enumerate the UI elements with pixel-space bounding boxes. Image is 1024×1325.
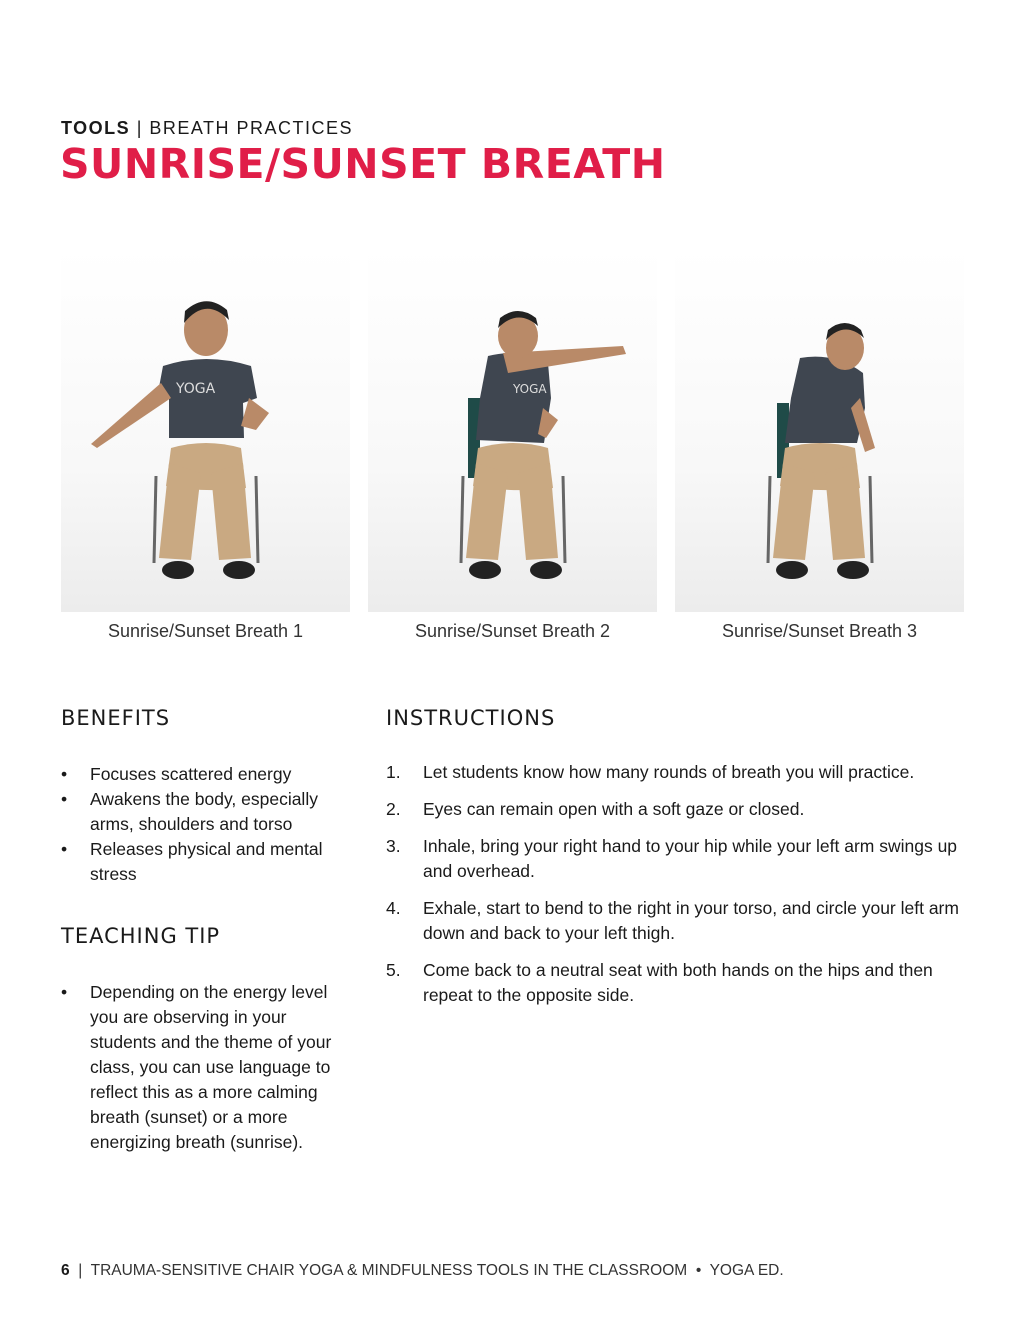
photo-caption-1: Sunrise/Sunset Breath 1 [107, 621, 304, 641]
instruction-step [386, 760, 966, 785]
kicker-category: TOOLS [61, 118, 131, 138]
benefits-list [61, 762, 346, 887]
footer-bullet: • [687, 1262, 710, 1279]
step-number: 2. [386, 799, 401, 819]
step-number: 4. [386, 898, 401, 918]
instructions-list [386, 760, 966, 1020]
kicker-subcategory: BREATH PRACTICES [149, 118, 354, 138]
page-number: 6 [61, 1262, 70, 1279]
list-item: • Awakens the body, especially arms, shoulders and torso [61, 787, 346, 837]
list-item: • Focuses scattered energy [61, 762, 346, 787]
pose-photo-3 [675, 248, 964, 612]
step-number: 5. [386, 960, 401, 980]
footer-separator: | [69, 1262, 91, 1279]
photo-caption-2: Sunrise/Sunset Breath 2 [414, 621, 611, 641]
footer-title: TRAUMA-SENSITIVE CHAIR YOGA & MINDFULNESS TOOLS IN THE CLASSROOM [90, 1262, 688, 1279]
photo-caption-3: Sunrise/Sunset Breath 3 [721, 621, 918, 641]
section-kicker [61, 118, 353, 139]
footer-brand: YOGA ED. [709, 1262, 784, 1279]
benefits-heading: BENEFITS [61, 706, 171, 730]
pose-photo-1 [61, 248, 350, 612]
list-item: • Depending on the energy level you are observing in your students and the theme of your class, you can use language to reflect this as a more calming breath (sunset) or a more energizing breath (sunrise). [61, 980, 351, 1155]
svg-text:YOGA: YOGA [513, 382, 547, 396]
instruction-step [386, 834, 966, 884]
step-text: Inhale, bring your right hand to your hip while your left arm swings up and overhead. [423, 836, 958, 881]
teaching-tip-heading: TEACHING TIP [61, 924, 221, 948]
step-text: Exhale, start to bend to the right in your torso, and circle your left arm down and back to your left thigh. [423, 898, 959, 943]
page-footer [61, 1262, 784, 1280]
step-text: Let students know how many rounds of breath you will practice. [423, 762, 915, 782]
step-number: 3. [386, 836, 401, 856]
step-text: Come back to a neutral seat with both hands on the hips and then repeat to the opposite side. [423, 960, 933, 1005]
instruction-step [386, 896, 966, 946]
step-text: Eyes can remain open with a soft gaze or closed. [423, 799, 805, 819]
page-title: SUNRISE/SUNSET BREATH [60, 140, 666, 188]
pose-photo-2 [368, 248, 657, 612]
step-number: 1. [386, 762, 401, 782]
instruction-step [386, 958, 966, 1008]
list-item: • Releases physical and mental stress [61, 837, 346, 887]
svg-text:YOGA: YOGA [176, 381, 216, 397]
instructions-heading: INSTRUCTIONS [386, 706, 556, 730]
kicker-separator: | [130, 118, 150, 138]
teaching-tip-list [61, 980, 351, 1155]
instruction-step [386, 797, 966, 822]
